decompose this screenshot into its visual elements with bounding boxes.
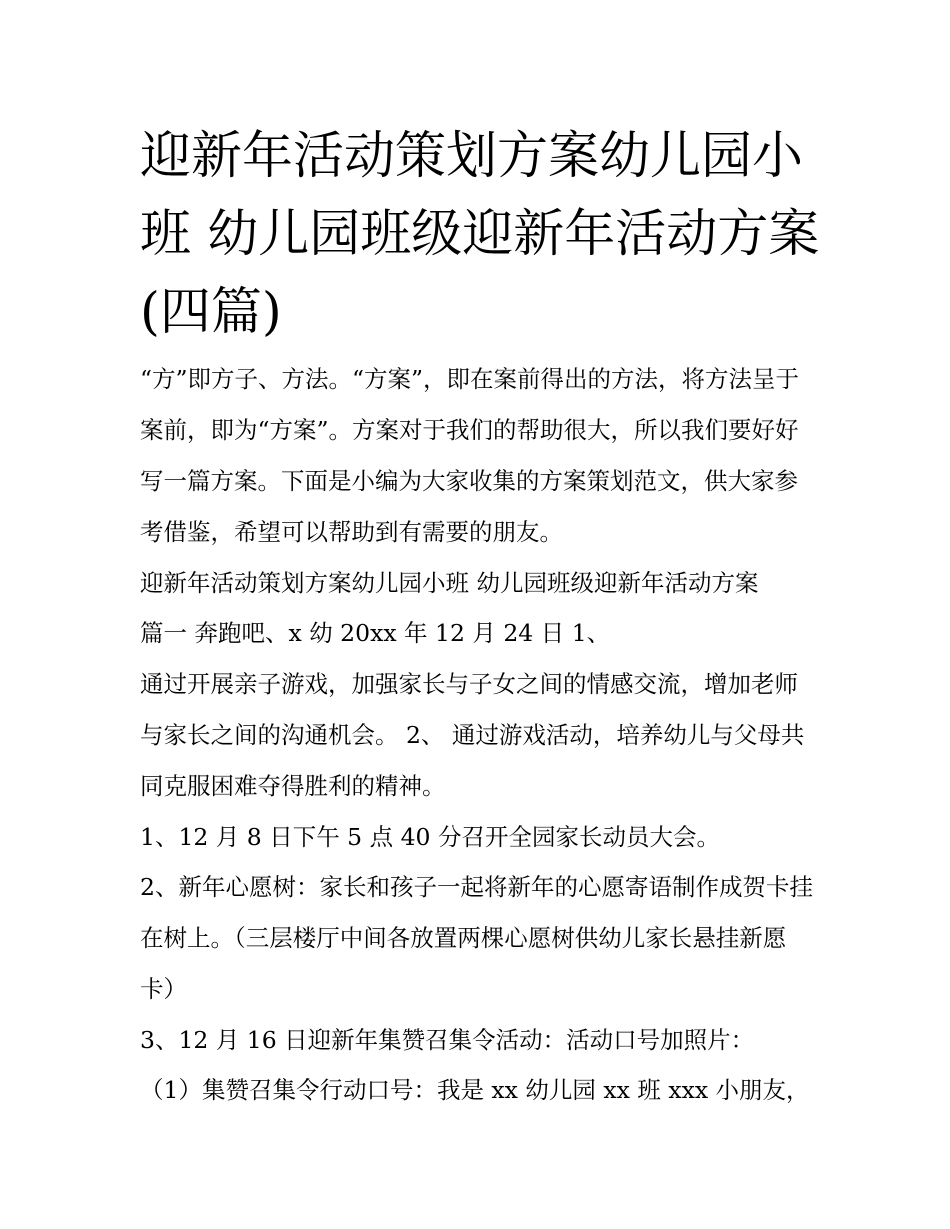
goal-paragraph: 通过开展亲子游戏，加强家长与子女之间的情感交流，增加老师与家长之间的沟通机会。 2、 通过游戏活动，培养幼儿与父母共同克服困难夺得胜利的精神。 — [140, 670, 805, 800]
section-heading: 迎新年活动策划方案幼儿园小班 幼儿园班级迎新年活动方案 — [140, 569, 759, 597]
section-subtitle: 篇一 奔跑吧、x 幼 20xx 年 12 月 24 日 1、 — [140, 619, 611, 647]
document-title: 迎新年活动策划方案幼儿园小班 幼儿园班级迎新年活动方案(四篇) — [140, 127, 820, 342]
intro-paragraph: “方”即方子、方法。“方案”，即在案前得出的方法，将方法呈于案前，即为“方案”。方案对于我们的帮助很大，所以我们要好好写一篇方案。下面是小编为大家收集的方案策划范文，供大家参考借鉴，希望可以帮助到有需要的朋友。 — [140, 365, 800, 546]
list-item-1: 1、12 月 8 日下午 5 点 40 分召开全园家长动员大会。 — [140, 823, 720, 851]
list-item-3-1: （1）集赞召集令行动口号：我是 xx 幼儿园 xx 班 xxx 小朋友， — [140, 1076, 810, 1104]
list-item-2: 2、新年心愿树：家长和孩子一起将新年的心愿寄语制作成贺卡挂在树上。（三层楼厅中间各放置两棵心愿树供幼儿家长悬挂新愿卡） — [140, 873, 813, 1003]
list-item-3: 3、12 月 16 日迎新年集赞召集令活动：活动口号加照片： — [140, 1026, 755, 1054]
